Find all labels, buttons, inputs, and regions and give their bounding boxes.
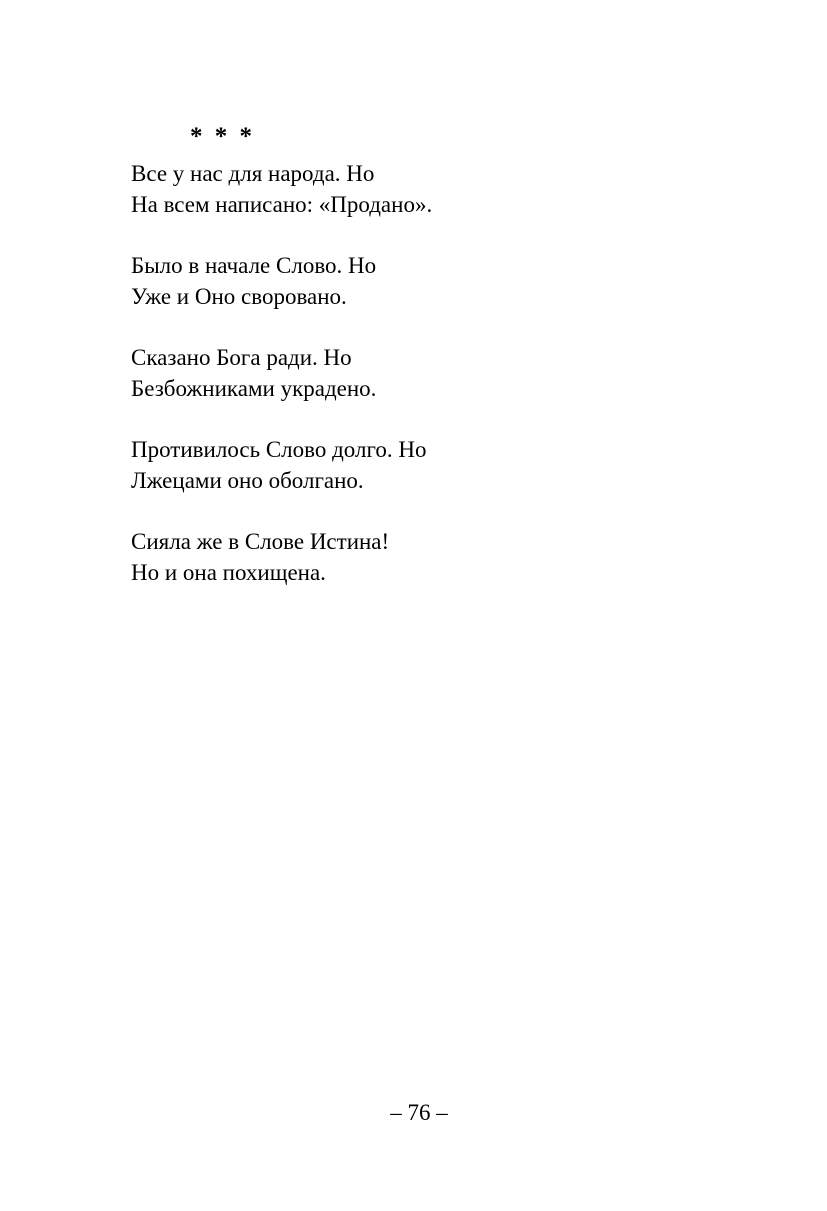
poem-line: Но и она похищена. — [131, 560, 326, 585]
stanza-5 — [131, 526, 731, 588]
section-asterism: * * * — [190, 123, 255, 150]
stanza-3 — [131, 342, 731, 404]
poem-line: Уже и Оно своровано. — [131, 284, 347, 309]
poem-line: Было в начале Слово. Но — [131, 253, 377, 278]
poem — [131, 158, 731, 618]
poem-line: Все у нас для народа. Но — [131, 161, 375, 186]
poem-line: На всем написано: «Продано». — [131, 192, 433, 217]
poem-line: Лжецами оно оболгано. — [131, 468, 364, 493]
poem-line: Сказано Бога ради. Но — [131, 345, 352, 370]
page-number: – 76 – — [390, 1100, 448, 1125]
stanza-2 — [131, 250, 731, 312]
stanza-1 — [131, 158, 731, 220]
stanza-4 — [131, 434, 731, 496]
poem-line: Безбожниками украдено. — [131, 376, 377, 401]
poem-line: Сияла же в Слове Истина! — [131, 529, 390, 554]
poem-line: Противилось Слово долго. Но — [131, 437, 427, 462]
